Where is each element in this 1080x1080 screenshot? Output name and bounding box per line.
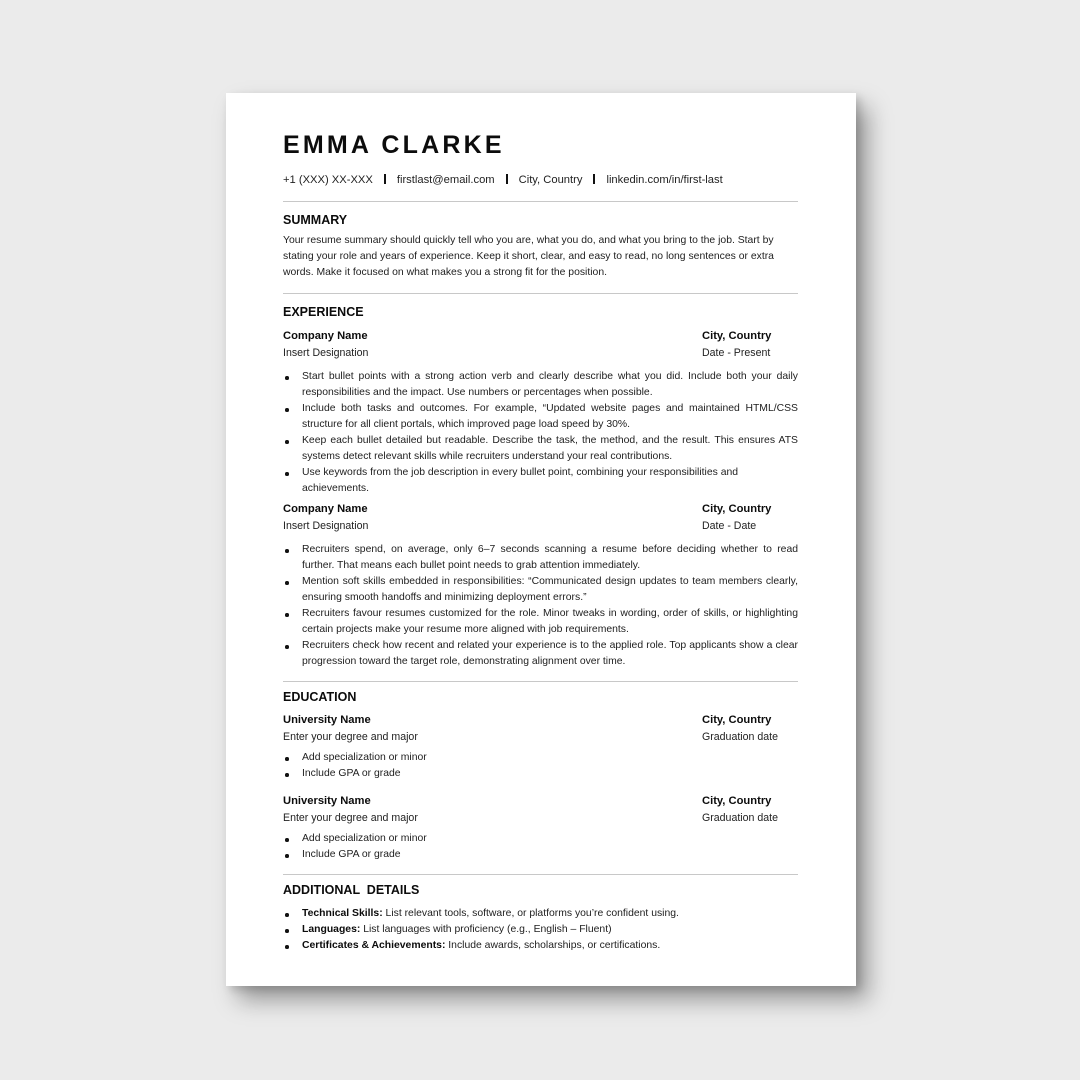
bullet-dot-icon	[285, 773, 289, 777]
bullet-item: Recruiters favour resumes customized for the role. Minor tweaks in wording, order of skills, or highlighting certain projects make your resume more aligned with job requirements.	[283, 606, 798, 638]
bullet-item	[283, 922, 798, 938]
bullet-dot-icon	[285, 549, 289, 553]
bullet-item: Include GPA or grade	[283, 766, 798, 782]
detail-text: List languages with proficiency (e.g., English – Fluent)	[360, 924, 612, 935]
school-header	[283, 714, 798, 730]
job-subheader	[283, 347, 798, 363]
bullet-dot-icon	[285, 854, 289, 858]
job-location: City, Country	[702, 503, 772, 515]
summary-text: Your resume summary should quickly tell who you are, what you do, and what you bring to the job. Start by stating your role and years of experience. Keep it short, clear, and easy to read, no long sentences or extra words. Make it focused on what makes you a strong fit for the position.	[283, 235, 774, 278]
contact-linkedin: linkedin.com/in/first-last	[606, 174, 723, 186]
education-heading: EDUCATION	[283, 690, 357, 704]
bullet-item: Add specialization or minor	[283, 750, 798, 766]
school-location: City, Country	[702, 795, 772, 807]
detail-text: List relevant tools, software, or platforms you’re confident using.	[382, 908, 679, 919]
summary-heading: SUMMARY	[283, 213, 348, 227]
candidate-name: EMMA CLARKE	[283, 131, 505, 159]
detail-label: Languages:	[302, 924, 361, 935]
job-dates: Date - Present	[702, 347, 771, 359]
bullet-dot-icon	[285, 913, 289, 917]
detail-text: Include awards, scholarships, or certifications.	[445, 940, 661, 951]
job-designation: Insert Designation	[283, 347, 369, 359]
company-name: Company Name	[283, 503, 368, 515]
bullet-dot-icon	[285, 581, 289, 585]
divider	[283, 201, 798, 202]
bullet-dot-icon	[285, 613, 289, 617]
bullet-item: Recruiters check how recent and related your experience is to the applied role. Top applicants show a clear progression toward the target role, demonstrating alignment over time.	[283, 638, 798, 670]
graduation-date: Graduation date	[702, 812, 778, 824]
bullet-dot-icon	[285, 929, 289, 933]
contact-email: firstlast@email.com	[396, 174, 495, 186]
contact-location: City, Country	[518, 174, 583, 186]
bullet-dot-icon	[285, 645, 289, 649]
resume-page	[226, 93, 856, 986]
bullet-item: Include both tasks and outcomes. For example, “Updated website pages and maintained HTML/CSS structure for all client portals, which improved page load speed by 30%.	[283, 401, 798, 433]
school-header	[283, 795, 798, 811]
school-location: City, Country	[702, 714, 772, 726]
detail-label: Certificates & Achievements:	[302, 940, 446, 951]
bullet-item: Use keywords from the job description in every bullet point, combining your responsibilities and achievements.	[283, 465, 798, 497]
separator	[593, 174, 595, 184]
job-bullets	[283, 542, 798, 670]
bullet-item	[283, 938, 798, 954]
school-subheader	[283, 731, 798, 747]
school-bullets	[283, 750, 798, 782]
separator	[506, 174, 508, 184]
bullet-dot-icon	[285, 945, 289, 949]
bullet-dot-icon	[285, 472, 289, 476]
bullet-item: Keep each bullet detailed but readable. Describe the task, the method, and the result. This ensures ATS systems detect relevant skills while recruiters understand your real contributions.	[283, 433, 798, 465]
university-name: University Name	[283, 795, 371, 807]
divider	[283, 293, 798, 294]
bullet-dot-icon	[285, 838, 289, 842]
contact-line	[283, 174, 723, 186]
bullet-item: Recruiters spend, on average, only 6–7 seconds scanning a resume before deciding whether to read further. That means each bullet point needs to grab attention immediately.	[283, 542, 798, 574]
job-dates: Date - Date	[702, 520, 757, 532]
job-subheader	[283, 520, 798, 536]
school-subheader	[283, 812, 798, 828]
job-designation: Insert Designation	[283, 520, 369, 532]
divider	[283, 681, 798, 682]
bullet-dot-icon	[285, 376, 289, 380]
bullet-item: Mention soft skills embedded in responsibilities: “Communicated design updates to team members clearly, ensuring smooth handoffs and minimizing deployment errors.”	[283, 574, 798, 606]
bullet-item: Add specialization or minor	[283, 831, 798, 847]
experience-heading: EXPERIENCE	[283, 305, 364, 319]
bullet-dot-icon	[285, 440, 289, 444]
degree: Enter your degree and major	[283, 731, 418, 743]
company-name: Company Name	[283, 330, 368, 342]
job-header	[283, 330, 798, 346]
school-bullets	[283, 831, 798, 863]
additional-bullets	[283, 906, 798, 954]
separator	[384, 174, 386, 184]
contact-phone: +1 (XXX) XX-XXX	[283, 174, 373, 186]
detail-label: Technical Skills:	[302, 908, 383, 919]
bullet-item: Include GPA or grade	[283, 847, 798, 863]
job-bullets	[283, 369, 798, 497]
additional-heading: ADDITIONAL DETAILS	[283, 883, 420, 897]
bullet-dot-icon	[285, 408, 289, 412]
bullet-item	[283, 906, 798, 922]
graduation-date: Graduation date	[702, 731, 778, 743]
bullet-dot-icon	[285, 757, 289, 761]
job-location: City, Country	[702, 330, 772, 342]
divider	[283, 874, 798, 875]
bullet-item: Start bullet points with a strong action verb and clearly describe what you did. Include both your daily responsibilities and the impact. Use numbers or percentages when possible.	[283, 369, 798, 401]
university-name: University Name	[283, 714, 371, 726]
degree: Enter your degree and major	[283, 812, 418, 824]
job-header	[283, 503, 798, 519]
